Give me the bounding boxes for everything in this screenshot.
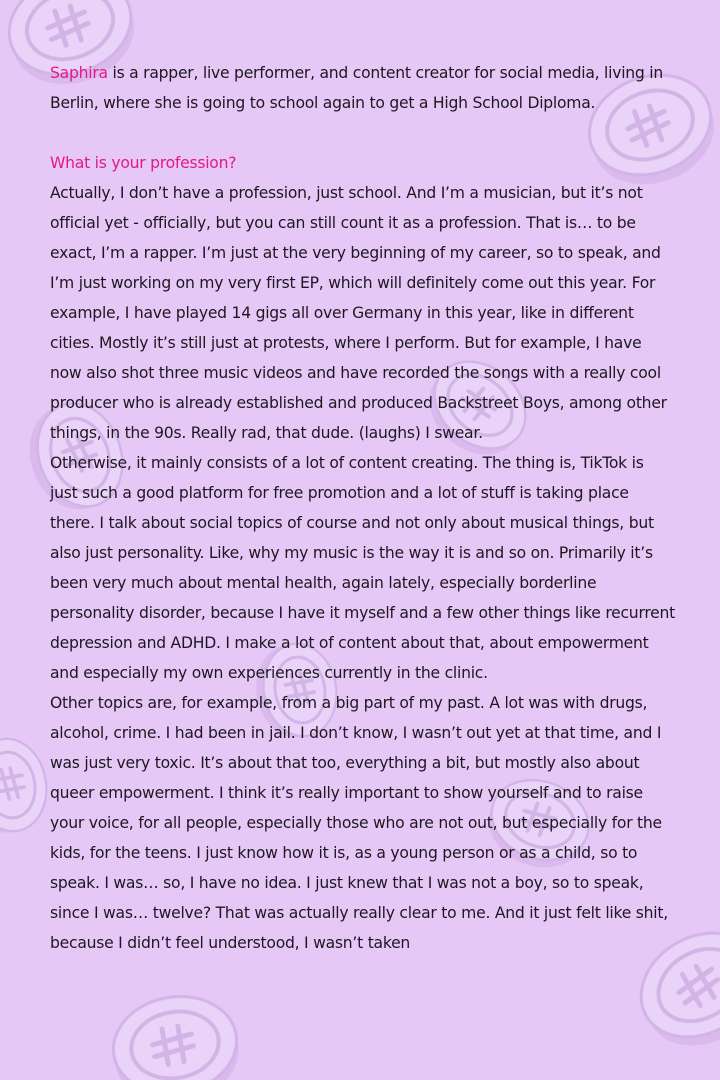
coin-icon xyxy=(106,987,247,1080)
person-name: Saphira xyxy=(50,64,108,82)
answer-paragraph: Otherwise, it mainly consists of a lot of content creating. The thing is, TikTok is just such a good platform for free promotion and a lot of stuff is taking place there. I talk about social topics of course and not only about musical things, but also just personality. Like, why my music is the way it is and so on. Primarily it’s been very much about mental health, again lately, especially borderline personality disorder, because I have it myself and a few other things like recurrent depression and ADHD. I make a lot of content about that, about empowerment and especially my own experiences currently in the clinic. xyxy=(50,454,675,682)
answer-paragraph: Actually, I don’t have a profession, just school. And I’m a musician, but it’s not official yet - officially, but you can still count it as a profession. That is… to be exact, I’m a rapper. I’m just at the very beginning of my career, so to speak, and I’m just working on my very first EP, which will definitely come out this year. For example, I have played 14 gigs all over Germany in this year, like in different cities. Mostly it’s still just at protests, where I perform. But for example, I have now also shot three music videos and have recorded the songs with a really cool producer who is already established and produced Backstreet Boys, among other things, in the 90s. Really rad, that dude. (laughs) I swear. xyxy=(50,184,667,442)
article xyxy=(50,58,675,958)
intro-text: is a rapper, live performer, and content creator for social media, living in Berlin, where she is going to school again to get a High School Diploma. xyxy=(50,64,663,112)
question-heading: What is your profession? xyxy=(50,154,237,172)
coin-icon xyxy=(0,733,54,838)
intro-paragraph xyxy=(50,58,675,118)
answer-paragraph: Other topics are, for example, from a big part of my past. A lot was with drugs, alcohol, crime. I had been in jail. I don’t know, I wasn’t out yet at that time, and I was just very toxic. It’s about that too, everything a bit, but mostly also about queer empowerment. I think it’s really important to show yourself and to raise your voice, for all people, especially those who are not out, but especially for the kids, for the teens. I just know how it is, as a young person or as a child, so to speak. I was… so, I have no idea. I just knew that I was not a boy, so to speak, since I was… twelve? That was actually really clear to me. And it just felt like shit, because I didn’t feel understood, I wasn’t taken xyxy=(50,694,668,952)
